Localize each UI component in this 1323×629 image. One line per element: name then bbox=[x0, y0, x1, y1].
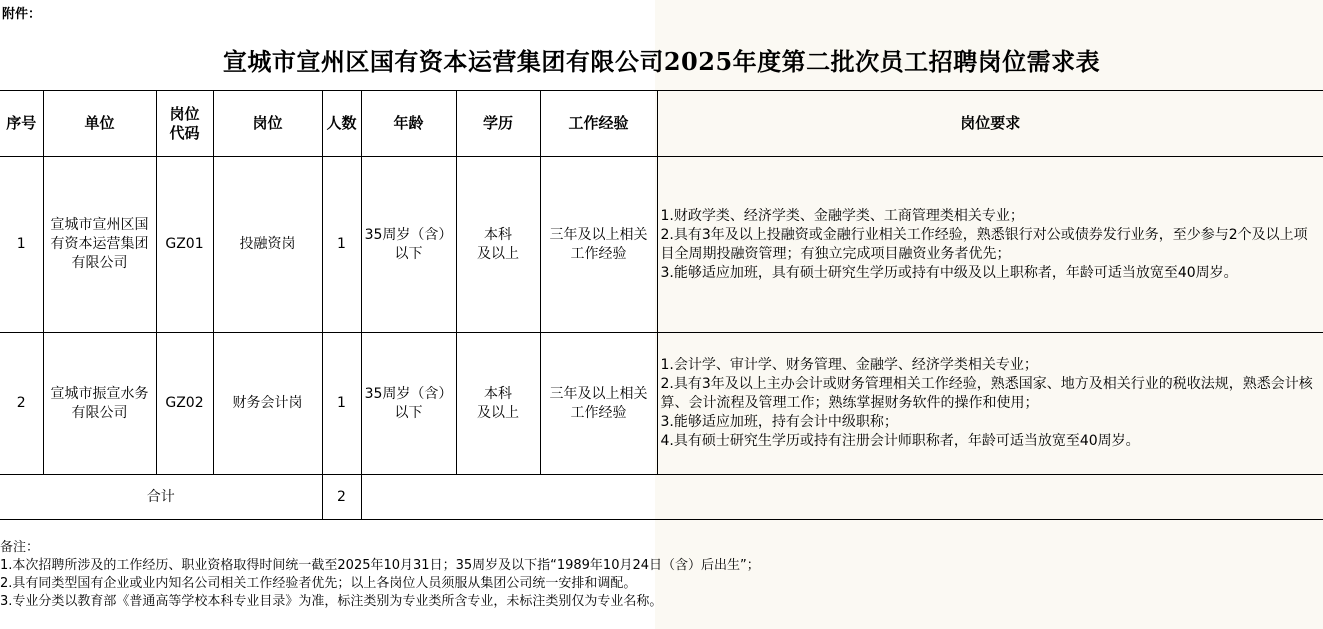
header-code-line1: 岗位 bbox=[169, 104, 200, 123]
row-seq: 1 bbox=[0, 157, 43, 333]
row-education-line1: 本科 bbox=[484, 226, 512, 243]
row-age: 35周岁（含）以下 bbox=[361, 333, 456, 475]
row-position: 财务会计岗 bbox=[213, 333, 322, 475]
requirement-item: 1.财政学类、经济学类、金融学类、工商管理类相关专业； bbox=[660, 207, 1024, 224]
row-count: 1 bbox=[322, 333, 361, 475]
requirement-item: 2.具有3年及以上投融资或金融行业相关工作经验，熟悉银行对公或债券发行业务，至少参与2个及以上项目全周期投融资管理；有独立完成项目融资业务者优先； bbox=[660, 226, 1308, 262]
recruitment-table bbox=[0, 90, 1323, 520]
requirement-item: 2.具有3年及以上主办会计或财务管理相关工作经验，熟悉国家、地方及相关行业的税收法规，熟悉会计核算、会计流程及管理工作；熟练掌握财务软件的操作和使用； bbox=[660, 376, 1313, 411]
header-code-line2: 代码 bbox=[169, 123, 200, 142]
attachment-label: 附件： bbox=[2, 7, 42, 22]
total-blank bbox=[361, 475, 1323, 520]
total-count: 2 bbox=[322, 475, 361, 520]
row-count: 1 bbox=[322, 157, 361, 333]
header-seq: 序号 bbox=[0, 91, 43, 157]
row-seq: 2 bbox=[0, 333, 43, 475]
notes-heading: 备注： bbox=[0, 540, 40, 555]
row-education-line2: 及以上 bbox=[477, 404, 519, 421]
note-item: 3.专业分类以教育部《普通高等学校本科专业目录》为准，标注类别为专业类所含专业，未标注类别仅为专业名称。 bbox=[0, 594, 663, 609]
total-label: 合计 bbox=[0, 475, 322, 520]
header-unit: 单位 bbox=[43, 91, 156, 157]
table-row bbox=[0, 157, 1323, 333]
row-experience: 三年及以上相关工作经验 bbox=[540, 157, 657, 333]
header-position-code bbox=[156, 91, 213, 157]
header-age: 年龄 bbox=[361, 91, 456, 157]
row-unit: 宣城市宣州区国有资本运营集团有限公司 bbox=[43, 157, 156, 333]
total-row bbox=[0, 475, 1323, 520]
table-header-row bbox=[0, 91, 1323, 157]
note-item: 2.具有同类型国有企业或业内知名公司相关工作经验者优先；以上各岗位人员须服从集团公司统一安排和调配。 bbox=[0, 576, 637, 591]
row-requirements bbox=[657, 157, 1323, 333]
header-position: 岗位 bbox=[213, 91, 322, 157]
note-item: 1.本次招聘所涉及的工作经历、职业资格取得时间统一截至2025年10月31日；35周岁及以下指“1989年10月24日（含）后出生”； bbox=[0, 558, 760, 573]
row-position: 投融资岗 bbox=[213, 157, 322, 333]
row-requirements bbox=[657, 333, 1323, 475]
row-education bbox=[456, 157, 540, 333]
header-education: 学历 bbox=[456, 91, 540, 157]
header-experience: 工作经验 bbox=[540, 91, 657, 157]
row-unit: 宣城市振宣水务有限公司 bbox=[43, 333, 156, 475]
requirement-item: 1.会计学、审计学、财务管理、金融学、经济学类相关专业； bbox=[660, 357, 1038, 373]
row-code: GZ01 bbox=[156, 157, 213, 333]
requirement-item: 3.能够适应加班，持有会计中级职称； bbox=[660, 414, 898, 430]
row-education bbox=[456, 333, 540, 475]
notes-section bbox=[0, 539, 760, 611]
header-requirements: 岗位要求 bbox=[657, 91, 1323, 157]
header-count: 人数 bbox=[322, 91, 361, 157]
row-experience: 三年及以上相关工作经验 bbox=[540, 333, 657, 475]
table-row bbox=[0, 333, 1323, 475]
row-age: 35周岁（含）以下 bbox=[361, 157, 456, 333]
row-education-line2: 及以上 bbox=[477, 245, 519, 262]
row-education-line1: 本科 bbox=[484, 385, 512, 402]
requirement-item: 4.具有硕士研究生学历或持有注册会计师职称者，年龄可适当放宽至40周岁。 bbox=[660, 433, 1140, 449]
requirement-item: 3.能够适应加班，具有硕士研究生学历或持有中级及以上职称者，年龄可适当放宽至40周岁。 bbox=[660, 264, 1238, 281]
page-title: 宣城市宣州区国有资本运营集团有限公司2025年度第二批次员工招聘岗位需求表 bbox=[222, 47, 1101, 76]
row-code: GZ02 bbox=[156, 333, 213, 475]
